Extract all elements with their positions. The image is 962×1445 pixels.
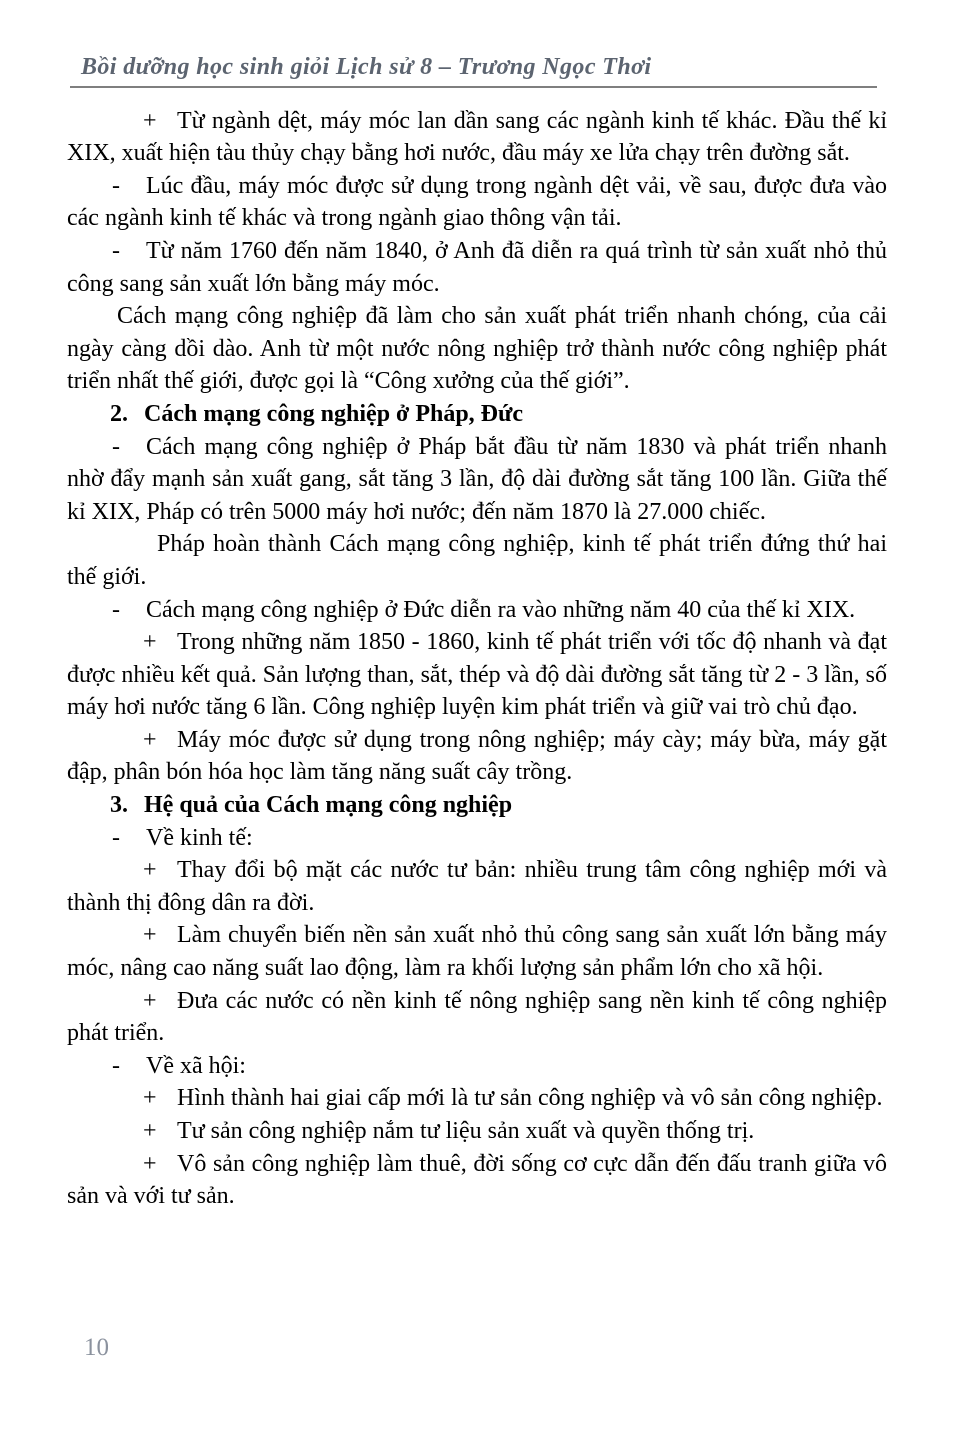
list-item-plus bbox=[67, 985, 887, 1050]
plus-bullet-marker: + bbox=[143, 1150, 157, 1177]
dash-bullet-marker: - bbox=[112, 433, 120, 460]
plus-bullet-marker: + bbox=[143, 726, 157, 753]
plus-bullet-marker: + bbox=[143, 857, 157, 884]
list-item-dash bbox=[67, 235, 887, 300]
list-item-plus bbox=[67, 919, 887, 984]
dash-bullet-marker: - bbox=[112, 237, 120, 264]
paragraph-text: Làm chuyển biến nền sản xuất nhỏ thủ công sang sản xuất lớn bằng máy móc, nâng cao năng suất lao động, làm ra khối lượng sản phẩm lớn cho xã hội. bbox=[67, 922, 887, 982]
dash-bullet-marker: - bbox=[112, 824, 120, 851]
plus-bullet-marker: + bbox=[143, 629, 157, 656]
dash-bullet-marker: - bbox=[112, 596, 120, 623]
list-item-dash bbox=[67, 822, 887, 855]
paragraph-text: Cách mạng công nghiệp ở Pháp bắt đầu từ năm 1830 và phát triển nhanh nhờ đẩy mạnh sản xuất gang, sắt tăng 3 lần, độ dài đường sắt tăng 100 lần. Giữa thế kỉ XIX, Pháp có trên 5000 máy hơi nước; đến năm 1870 là 27.000 chiếc. bbox=[67, 433, 887, 525]
document-body bbox=[67, 105, 887, 1213]
dash-bullet-marker: - bbox=[112, 1052, 120, 1079]
section-number: 2. bbox=[110, 400, 128, 427]
section-heading-3 bbox=[67, 789, 887, 822]
paragraph-text: Về kinh tế: bbox=[146, 824, 253, 851]
plus-bullet-marker: + bbox=[143, 987, 157, 1014]
list-item-plus bbox=[67, 1148, 887, 1213]
paragraph-text: Hình thành hai giai cấp mới là tư sản công nghiệp và vô sản công nghiệp. bbox=[177, 1085, 883, 1112]
page-header bbox=[70, 54, 877, 88]
paragraph-text: Cách mạng công nghiệp ở Đức diễn ra vào những năm 40 của thế kỉ XIX. bbox=[146, 596, 856, 623]
plus-bullet-marker: + bbox=[143, 1085, 157, 1112]
paragraph-text: Vô sản công nghiệp làm thuê, đời sống cơ cực dẫn đến đấu tranh giữa vô sản và với tư sản. bbox=[67, 1150, 887, 1210]
paragraph-text: Máy móc được sử dụng trong nông nghiệp; máy cày; máy bừa, máy gặt đập, phân bón hóa học làm tăng năng suất cây trồng. bbox=[67, 726, 887, 786]
running-title: Bồi dưỡng học sinh giỏi Lịch sử 8 – Trương Ngọc Thơi bbox=[81, 54, 652, 80]
paragraph-text: Từ năm 1760 đến năm 1840, ở Anh đã diễn ra quá trình từ sản xuất nhỏ thủ công sang sản xuất lớn bằng máy móc. bbox=[67, 237, 887, 297]
paragraph bbox=[67, 300, 887, 398]
section-heading-2 bbox=[67, 398, 887, 431]
list-item-dash bbox=[67, 594, 887, 627]
header-rule bbox=[70, 86, 877, 88]
section-heading-text: Hệ quả của Cách mạng công nghiệp bbox=[144, 792, 513, 819]
list-item-plus bbox=[67, 854, 887, 919]
list-item-plus bbox=[67, 1115, 887, 1148]
list-item-dash bbox=[67, 431, 887, 529]
paragraph-text: Cách mạng công nghiệp đã làm cho sản xuất phát triển nhanh chóng, của cải ngày càng dồi dào. Anh từ một nước nông nghiệp trở thành nước công nghiệp phát triển nhất thế giới, được gọi là “Công xưởng của thế giới”. bbox=[67, 303, 887, 395]
paragraph-text: Pháp hoàn thành Cách mạng công nghiệp, kinh tế phát triển đứng thứ hai thế giới. bbox=[67, 531, 887, 590]
list-item-plus bbox=[67, 724, 887, 789]
plus-bullet-marker: + bbox=[143, 1118, 157, 1144]
dash-bullet-marker: - bbox=[112, 172, 120, 199]
plus-bullet-marker: + bbox=[143, 922, 157, 949]
list-item-dash bbox=[67, 170, 887, 235]
paragraph-text: Về xã hội: bbox=[146, 1052, 246, 1079]
paragraph-text: Trong những năm 1850 - 1860, kinh tế phát triển với tốc độ nhanh và đạt được nhiều kết quả. Sản lượng than, sắt, thép và độ dài đường sắt tăng từ 2 - 3 lần, số máy hơi nước tăng 6 lần. Công nghiệp luyện kim phát triển và giữ vai trò chủ đạo. bbox=[67, 629, 887, 721]
paragraph bbox=[67, 528, 887, 593]
paragraph-text: Tư sản công nghiệp nắm tư liệu sản xuất và quyền thống trị. bbox=[177, 1118, 755, 1144]
page-number: 10 bbox=[84, 1334, 109, 1361]
list-item-plus bbox=[67, 105, 887, 170]
paragraph-text: Thay đổi bộ mặt các nước tư bản: nhiều trung tâm công nghiệp mới và thành thị đông dân ra đời. bbox=[67, 857, 887, 916]
paragraph-text: Lúc đầu, máy móc được sử dụng trong ngành dệt vải, về sau, được đưa vào các ngành kinh tế khác và trong ngành giao thông vận tải. bbox=[67, 172, 887, 232]
list-item-dash bbox=[67, 1050, 887, 1083]
list-item-plus bbox=[67, 1082, 887, 1115]
list-item-plus bbox=[67, 626, 887, 724]
paragraph-text: Từ ngành dệt, máy móc lan dần sang các ngành kinh tế khác. Đầu thế kỉ XIX, xuất hiện tàu thủy chạy bằng hơi nước, đầu máy xe lửa chạy trên đường sắt. bbox=[67, 107, 887, 167]
plus-bullet-marker: + bbox=[143, 107, 157, 134]
section-heading-text: Cách mạng công nghiệp ở Pháp, Đức bbox=[144, 400, 524, 427]
section-number: 3. bbox=[110, 792, 128, 819]
paragraph-text: Đưa các nước có nền kinh tế nông nghiệp sang nền kinh tế công nghiệp phát triển. bbox=[67, 987, 887, 1047]
